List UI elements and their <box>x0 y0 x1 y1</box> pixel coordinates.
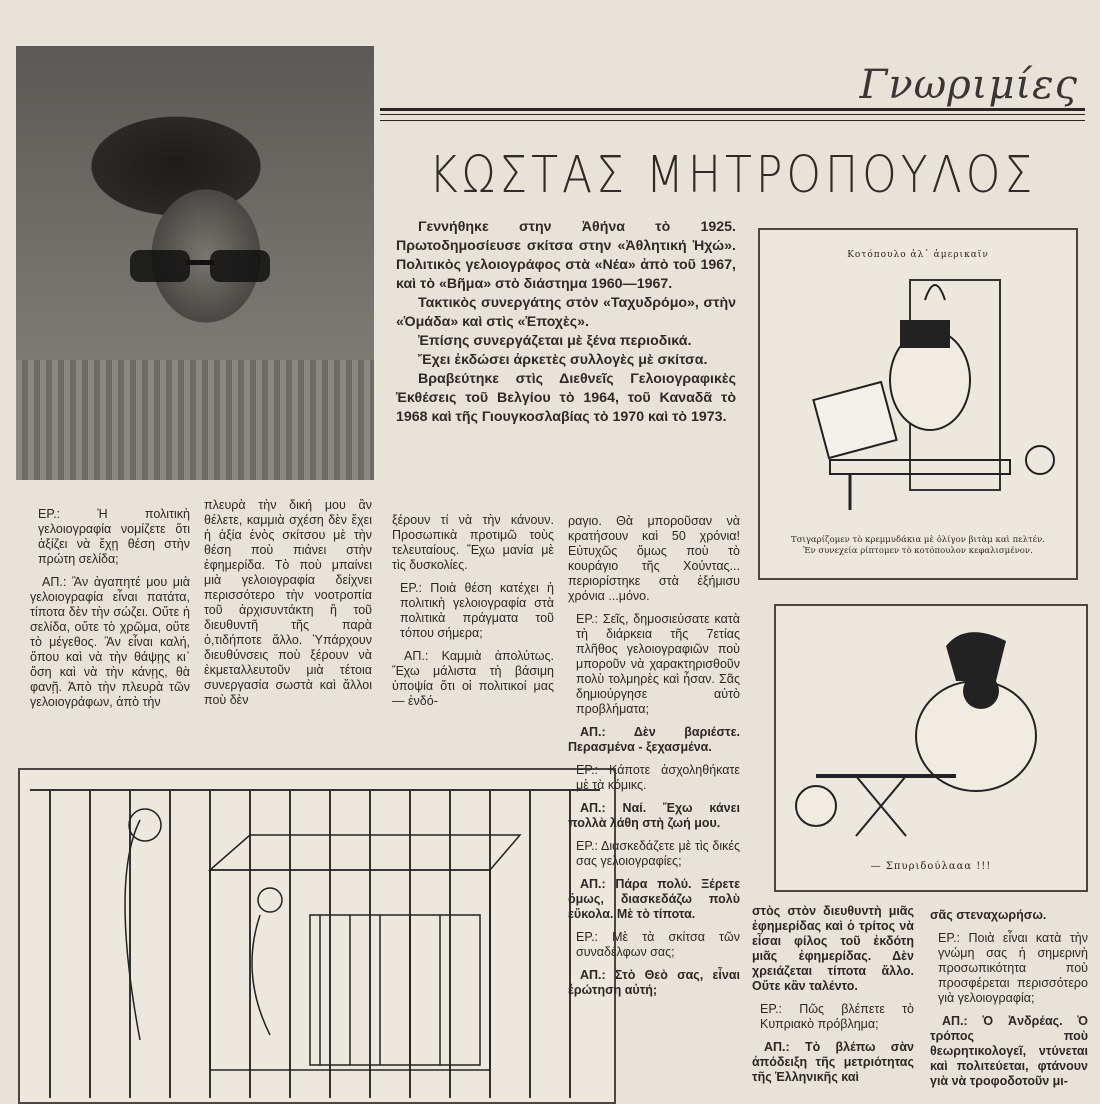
cartoon-drawing <box>20 770 610 1098</box>
caption-line: Τσιγαρίζομεν τὸ κρεμμυδάκια μὲ ὀλίγον βιτὰμ καὶ πελτέν. <box>791 535 1045 545</box>
photo-shirt <box>16 360 374 480</box>
interview-column-1 <box>30 507 190 718</box>
bio-paragraph: Γεννήθηκε στην Ἀθήνα τὸ 1925. Πρωτοδημοσίευσε σκίτσα στην «Ἀθλητική Ἠχώ». Πολιτικὸς γελοιογράφος στὰ «Νέα» ἀπὸ τοῦ 1967, καὶ τὸ «Βῆμα» στὸ διάστημα 1960—1967. <box>396 219 736 292</box>
interview-answer: ΑΠ.: Πάρα πολύ. Ξέρετε ὅμως, διασκεδάζω πολὺ εὔκολα. Μὲ τὸ τίποτα. <box>568 877 740 921</box>
interview-answer: ΑΠ.: Δὲν βαριέστε. Περασμένα - ξεχασμένα. <box>568 725 740 754</box>
interview-question: ΕΡ.: Σεῖς, δημοσιεύσατε κατὰ τὴ διάρκεια τῆς 7ετίας πλῆθος γελοιογραφιῶν ποὺ μποροῦν νὰ χαρακτηρισθοῦν πολὺ τολμηρὲς καὶ ἦσαν. Σᾶς δημιούργησε αὐτὸ προβλήματα; <box>576 612 740 716</box>
bio-paragraph: Ἐπίσης συνεργάζεται μὲ ξένα περιοδικά. <box>418 333 692 349</box>
interview-answer: ΑΠ.: Ἂν ἀγαπητέ μου μιὰ γελοιογραφία εἶναι πατάτα, τίποτα δὲν τὴν σώζει. Οὔτε ἡ σελίδα, οὔτε τὸ χρῶμα, οὔτε τὸ μέγεθος. Ἂν εἶναι καλή, ὅπου καὶ νὰ τὴν θάψῃς κι᾿ ὅση καὶ νὰ τὴν κάνῃς, θὰ φανῇ. Ἀπὸ τὴν πλευρὰ τῶν γελοιογράφων, ἀπὸ τὴν <box>30 575 190 709</box>
cartoon-ironing <box>774 604 1088 892</box>
interview-question: ΕΡ.: Ἡ πολιτικὴ γελοιογραφία νομίζετε ὅτι ἀξίζει νὰ ἔχῃ θέση στὴν πρώτη σελίδα; <box>38 507 190 566</box>
interview-text: ραγιο. Θὰ μποροῦσαν νὰ κρατήσουν καὶ 50 χρόνια! Εὐτυχῶς ὅμως ποὺ τὸ κουράγιο τῆς Χούντας... περιορίστηκε στὰ ἑξήμισυ χρόνια ...μόνο. <box>568 514 740 603</box>
cartoon-caption: — Σπυριδούλααα !!! <box>870 861 992 872</box>
bio-paragraph: Τακτικὸς συνεργάτης στὸν «Ταχυδρόμο», στὴν «Ὁμάδα» καὶ στὶς «Ἐποχὲς». <box>396 295 736 330</box>
section-title: Γνωριμίες <box>859 62 1078 108</box>
interview-answer: ΑΠ.: Ὁ Ἀνδρέας. Ὁ τρόπος ποὺ θεωρητικολογεῖ, ντύνεται καὶ πολιτεύεται, φτάνουν γιὰ νὰ τροφοδοτοῦν μι- <box>930 1014 1088 1088</box>
article-headline: ΚΩΣΤΑΣ ΜΗΤΡΟΠΟΥΛΟΣ <box>428 146 1037 205</box>
interview-text: ξέρουν τί νὰ τὴν κάνουν. Προσωπικὰ προτιμῶ τοὺς τελευταίους. Ἔχω μανία μὲ τὶς δυσκολίες. <box>392 513 554 572</box>
header-rule <box>380 108 1085 111</box>
interview-question: ΕΡ.: Ποιὰ θέση κατέχει ἡ πολιτικὴ γελοιογραφία στὰ πολιτικὰ πράγματα τοῦ τόπου σήμερα; <box>400 581 554 640</box>
caption-line: Ἐν συνεχεία ρίπτομεν τὸ κοτόπουλον κεφαλισμένον. <box>803 546 1033 556</box>
cartoon-drawing <box>776 606 1082 846</box>
interview-question: ΕΡ.: Διασκεδάζετε μὲ τὶς δικές σας γελοιογραφίες; <box>576 839 740 868</box>
interview-text: στὸς στὸν διευθυντὴ μιᾶς ἐφημερίδας καὶ ὁ τρίτος νὰ εἶσαι φίλος τοῦ ἐκδότη μιᾶς ἐφημερίδας. Δὲν χρειάζεται τίποτα ἄλλο. Οὔτε κἂν ταλέντο. <box>752 904 914 993</box>
interview-text: πλευρὰ τὴν δική μου ἂν θέλετε, καμμιὰ σχέση δὲν ἔχει ἡ ἀξία ἑνὸς σκίτσου μὲ τὴν θέση ποὺ πιάνει στὴν ἐφημερίδα. Τὸ ποὺ μπαίνει μιὰ γελοιογραφία δείχνει περισσότερο τὴν νοοτροπία τοῦ ἀρχισυντάκτη ἢ τοῦ διευθυντῆ τῆς παρὰ ὁ,τιδήποτε ἄλλο. Ὑπάρχουν διευθύνσεις ποὺ ξέρουν νὰ ἐκμεταλλευτοῦν μιὰ τέτοια συνεργασία σωστὰ καὶ ἄλλοι ποὺ δὲν <box>204 498 372 707</box>
bio-paragraph: Βραβεύτηκε στὶς Διεθνεῖς Γελοιογραφικὲς Ἐκθέσεις τοῦ Βελγίου τὸ 1964, τοῦ Καναδᾶ τὸ 1968 καὶ τῆς Γιουγκοσλαβίας τὸ 1970 καὶ τὸ 1973. <box>396 371 736 425</box>
biography <box>396 218 736 427</box>
header-rule <box>380 120 1085 121</box>
interview-question: ΕΡ.: Μὲ τὰ σκίτσα τῶν συναδέλφων σας; <box>576 930 740 959</box>
interview-question: ΕΡ.: Ποιὰ εἶναι κατὰ τὴν γνώμη σας ἡ σημερινὴ προσωπικότητα ποὺ προσφέρεται περισσότερο γιὰ γελοιογραφία; <box>938 931 1088 1005</box>
interview-text: σᾶς στεναχωρήσω. <box>930 908 1047 922</box>
interview-column-2 <box>204 498 372 716</box>
cartoon-drawing <box>760 260 1072 530</box>
interview-column-5 <box>752 904 914 1093</box>
interview-answer: ΑΠ.: Τὸ βλέπω σὰν ἀπόδειξη τῆς μετριότητας τῆς Ἑλληνικῆς καὶ <box>752 1040 914 1084</box>
interview-question: ΕΡ.: Πῶς βλέπετε τὸ Κυπριακὸ πρόβλημα; <box>760 1002 914 1031</box>
interview-answer: ΑΠ.: Στὸ Θεὸ σας, εἶναι ἐρώτηση αὐτή; <box>568 968 740 997</box>
cartoon-jail <box>18 768 616 1104</box>
interview-column-6 <box>930 908 1088 1097</box>
cartoon-caption <box>760 535 1076 557</box>
glasses-icon <box>126 246 276 286</box>
cartoon-chicken <box>758 228 1078 580</box>
interview-answer: ΑΠ.: Καμμιὰ ἀπολύτως. Ἔχω μάλιστα τὴ βάσιμη ὑποψία ὅτι οἱ πολιτικοί μας — ἐνδό- <box>392 649 554 708</box>
interview-answer: ΑΠ.: Ναί. Ἔχω κάνει πολλὰ λάθη στὴ ζωή μου. <box>568 801 740 830</box>
header-rule <box>380 114 1085 115</box>
bio-paragraph: Ἔχει ἐκδώσει ἀρκετὲς συλλογὲς μὲ σκίτσα. <box>418 352 708 368</box>
interview-question: ΕΡ.: Κάποτε ἀσχοληθήκατε μὲ τὰ κόμικς. <box>576 763 740 792</box>
cartoon-title: Κοτόπουλο ἀλ᾿ ἀμερικαῖν <box>847 250 989 260</box>
portrait-photo <box>16 46 374 480</box>
interview-column-4 <box>568 514 740 1006</box>
interview-column-3 <box>392 513 554 717</box>
